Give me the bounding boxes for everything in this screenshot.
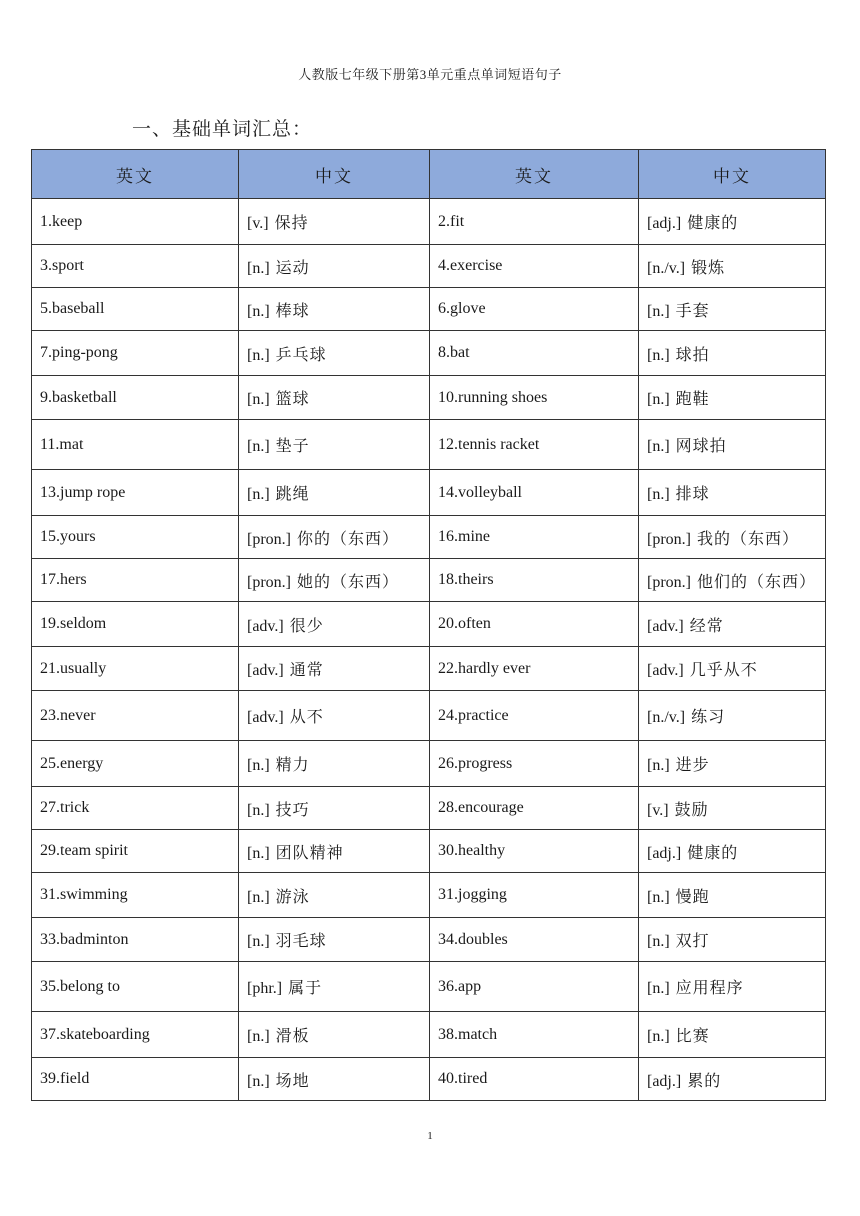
part-of-speech: [adv.] xyxy=(247,709,284,726)
part-of-speech: [v.] xyxy=(247,215,269,232)
english-word: 40.tired xyxy=(430,1058,639,1101)
chinese-meaning: 游泳 xyxy=(275,886,310,906)
chinese-meaning: 健康的 xyxy=(687,213,739,232)
table-row xyxy=(32,1012,826,1058)
english-word: 7.ping-pong xyxy=(32,331,239,376)
english-word: 5.baseball xyxy=(32,288,239,331)
part-of-speech: [n.] xyxy=(647,1028,670,1045)
table-row xyxy=(32,1058,826,1101)
part-of-speech: [n.] xyxy=(247,933,270,950)
english-word: 34.doubles xyxy=(430,918,639,962)
table-row xyxy=(32,647,826,691)
chinese-definition xyxy=(639,647,826,691)
table-row xyxy=(32,962,826,1012)
table-row xyxy=(32,470,826,516)
chinese-definition xyxy=(239,559,430,602)
part-of-speech: [adj.] xyxy=(647,844,682,862)
chinese-definition xyxy=(239,787,430,830)
table-row xyxy=(32,559,826,602)
part-of-speech: [n./v.] xyxy=(647,259,686,277)
table-row xyxy=(32,602,826,647)
english-word: 23.never xyxy=(32,691,239,741)
chinese-meaning: 保持 xyxy=(274,213,309,232)
english-word: 11.mat xyxy=(32,420,239,470)
chinese-definition xyxy=(239,516,430,559)
part-of-speech: [n./v.] xyxy=(647,709,686,726)
part-of-speech: [n.] xyxy=(247,391,270,408)
column-header-chinese-2: 中文 xyxy=(639,150,826,199)
table-row xyxy=(32,787,826,830)
english-word: 6.glove xyxy=(430,288,639,331)
part-of-speech: [n.] xyxy=(647,980,670,997)
chinese-definition xyxy=(239,470,430,516)
chinese-definition xyxy=(239,376,430,420)
chinese-meaning: 比赛 xyxy=(675,1026,710,1045)
english-word: 4.exercise xyxy=(430,245,639,288)
part-of-speech: [adv.] xyxy=(247,662,284,679)
chinese-definition xyxy=(639,741,826,787)
page-number: 1 xyxy=(427,1130,433,1142)
vocabulary-table xyxy=(31,149,826,1101)
chinese-meaning: 网球拍 xyxy=(675,436,727,455)
english-word: 14.volleyball xyxy=(430,470,639,516)
part-of-speech: [n.] xyxy=(247,259,270,277)
chinese-definition xyxy=(239,873,430,918)
column-header-chinese-1: 中文 xyxy=(239,150,430,199)
part-of-speech: [n.] xyxy=(247,438,270,455)
english-word: 2.fit xyxy=(430,199,639,245)
chinese-definition xyxy=(239,918,430,962)
part-of-speech: [adv.] xyxy=(647,662,684,679)
english-word: 20.often xyxy=(430,602,639,647)
chinese-meaning: 双打 xyxy=(675,931,710,950)
table-body xyxy=(32,199,826,1101)
chinese-meaning: 几乎从不 xyxy=(689,660,758,679)
chinese-meaning: 棒球 xyxy=(275,300,310,320)
chinese-definition xyxy=(239,1012,430,1058)
chinese-meaning: 锻炼 xyxy=(691,257,726,277)
english-word: 1.keep xyxy=(32,199,239,245)
english-word: 3.sport xyxy=(32,245,239,288)
part-of-speech: [n.] xyxy=(247,1028,270,1045)
chinese-definition xyxy=(639,245,826,288)
part-of-speech: [pron.] xyxy=(647,573,691,591)
english-word: 16.mine xyxy=(430,516,639,559)
part-of-speech: [n.] xyxy=(247,757,270,774)
chinese-meaning: 乒乓球 xyxy=(275,344,327,364)
english-word: 12.tennis racket xyxy=(430,420,639,470)
part-of-speech: [pron.] xyxy=(247,530,291,548)
table-row xyxy=(32,376,826,420)
chinese-meaning: 滑板 xyxy=(275,1026,310,1045)
chinese-meaning: 经常 xyxy=(689,615,724,635)
chinese-meaning: 团队精神 xyxy=(275,842,344,862)
chinese-definition xyxy=(639,962,826,1012)
chinese-definition xyxy=(239,830,430,873)
english-word: 13.jump rope xyxy=(32,470,239,516)
chinese-meaning: 手套 xyxy=(675,300,710,320)
table-header-row xyxy=(32,150,826,199)
chinese-definition xyxy=(639,288,826,331)
section-title: 一、基础单词汇总： xyxy=(132,118,313,140)
chinese-definition xyxy=(639,376,826,420)
chinese-definition xyxy=(639,602,826,647)
chinese-definition xyxy=(639,1058,826,1101)
table-row xyxy=(32,830,826,873)
chinese-meaning: 从不 xyxy=(289,707,324,726)
chinese-definition xyxy=(239,245,430,288)
part-of-speech: [n.] xyxy=(247,486,270,503)
part-of-speech: [v.] xyxy=(647,801,669,819)
english-word: 33.badminton xyxy=(32,918,239,962)
chinese-definition xyxy=(239,741,430,787)
chinese-definition xyxy=(639,559,826,602)
english-word: 17.hers xyxy=(32,559,239,602)
chinese-meaning: 进步 xyxy=(675,755,710,774)
chinese-meaning: 她的（东西） xyxy=(296,571,399,591)
chinese-meaning: 球拍 xyxy=(675,344,710,364)
chinese-definition xyxy=(639,516,826,559)
chinese-meaning: 场地 xyxy=(275,1070,310,1090)
chinese-definition xyxy=(639,691,826,741)
table-row xyxy=(32,245,826,288)
chinese-meaning: 垫子 xyxy=(275,436,310,455)
chinese-meaning: 技巧 xyxy=(275,799,310,819)
english-word: 27.trick xyxy=(32,787,239,830)
part-of-speech: [adj.] xyxy=(647,215,682,232)
part-of-speech: [n.] xyxy=(247,1072,270,1090)
chinese-definition xyxy=(239,288,430,331)
column-header-english-1: 英文 xyxy=(32,150,239,199)
chinese-definition xyxy=(239,962,430,1012)
part-of-speech: [adv.] xyxy=(647,617,684,635)
chinese-definition xyxy=(239,1058,430,1101)
chinese-definition xyxy=(239,331,430,376)
part-of-speech: [pron.] xyxy=(247,573,291,591)
chinese-meaning: 他们的（东西） xyxy=(696,571,816,591)
document-header: 人教版七年级下册第3单元重点单词短语句子 xyxy=(298,67,562,82)
part-of-speech: [n.] xyxy=(247,844,270,862)
english-word: 18.theirs xyxy=(430,559,639,602)
chinese-definition xyxy=(639,1012,826,1058)
chinese-meaning: 排球 xyxy=(675,484,710,503)
chinese-meaning: 跳绳 xyxy=(275,484,310,503)
table-row xyxy=(32,873,826,918)
english-word: 21.usually xyxy=(32,647,239,691)
english-word: 39.field xyxy=(32,1058,239,1101)
english-word: 28.encourage xyxy=(430,787,639,830)
english-word: 29.team spirit xyxy=(32,830,239,873)
part-of-speech: [n.] xyxy=(247,888,270,906)
chinese-definition xyxy=(639,787,826,830)
chinese-meaning: 羽毛球 xyxy=(275,931,327,950)
chinese-meaning: 累的 xyxy=(687,1070,722,1090)
chinese-definition xyxy=(239,420,430,470)
chinese-meaning: 应用程序 xyxy=(675,978,744,997)
chinese-meaning: 健康的 xyxy=(687,842,739,862)
part-of-speech: [phr.] xyxy=(247,980,283,997)
english-word: 31.jogging xyxy=(430,873,639,918)
english-word: 15.yours xyxy=(32,516,239,559)
chinese-meaning: 练习 xyxy=(691,707,726,726)
english-word: 22.hardly ever xyxy=(430,647,639,691)
table-row xyxy=(32,331,826,376)
english-word: 35.belong to xyxy=(32,962,239,1012)
chinese-meaning: 属于 xyxy=(288,978,323,997)
chinese-definition xyxy=(639,830,826,873)
english-word: 36.app xyxy=(430,962,639,1012)
english-word: 25.energy xyxy=(32,741,239,787)
part-of-speech: [n.] xyxy=(647,486,670,503)
part-of-speech: [n.] xyxy=(647,757,670,774)
part-of-speech: [adv.] xyxy=(247,617,284,635)
chinese-meaning: 篮球 xyxy=(275,389,310,408)
english-word: 30.healthy xyxy=(430,830,639,873)
table-row xyxy=(32,288,826,331)
chinese-definition xyxy=(639,918,826,962)
part-of-speech: [n.] xyxy=(247,346,270,364)
chinese-meaning: 通常 xyxy=(289,660,324,679)
table-row xyxy=(32,420,826,470)
column-header-english-2: 英文 xyxy=(430,150,639,199)
english-word: 19.seldom xyxy=(32,602,239,647)
chinese-meaning: 精力 xyxy=(275,755,310,774)
part-of-speech: [n.] xyxy=(647,888,670,906)
chinese-definition xyxy=(639,331,826,376)
table-row xyxy=(32,741,826,787)
part-of-speech: [n.] xyxy=(647,438,670,455)
chinese-definition xyxy=(239,199,430,245)
part-of-speech: [n.] xyxy=(647,302,670,320)
part-of-speech: [n.] xyxy=(247,801,270,819)
table-row xyxy=(32,516,826,559)
part-of-speech: [n.] xyxy=(647,391,670,408)
chinese-definition xyxy=(639,470,826,516)
english-word: 10.running shoes xyxy=(430,376,639,420)
english-word: 9.basketball xyxy=(32,376,239,420)
part-of-speech: [adj.] xyxy=(647,1072,682,1090)
chinese-meaning: 很少 xyxy=(289,615,324,635)
english-word: 31.swimming xyxy=(32,873,239,918)
chinese-meaning: 你的（东西） xyxy=(296,528,399,548)
chinese-definition xyxy=(239,691,430,741)
english-word: 8.bat xyxy=(430,331,639,376)
english-word: 38.match xyxy=(430,1012,639,1058)
part-of-speech: [pron.] xyxy=(647,530,691,548)
part-of-speech: [n.] xyxy=(647,933,670,950)
chinese-definition xyxy=(639,199,826,245)
chinese-definition xyxy=(239,647,430,691)
english-word: 26.progress xyxy=(430,741,639,787)
english-word: 24.practice xyxy=(430,691,639,741)
chinese-definition xyxy=(239,602,430,647)
table-row xyxy=(32,918,826,962)
part-of-speech: [n.] xyxy=(647,346,670,364)
chinese-definition xyxy=(639,420,826,470)
part-of-speech: [n.] xyxy=(247,302,270,320)
table-row xyxy=(32,199,826,245)
table-row xyxy=(32,691,826,741)
english-word: 37.skateboarding xyxy=(32,1012,239,1058)
chinese-definition xyxy=(639,873,826,918)
chinese-meaning: 运动 xyxy=(275,257,310,277)
chinese-meaning: 我的（东西） xyxy=(696,528,799,548)
chinese-meaning: 慢跑 xyxy=(675,886,710,906)
chinese-meaning: 跑鞋 xyxy=(675,389,710,408)
chinese-meaning: 鼓励 xyxy=(674,799,709,819)
